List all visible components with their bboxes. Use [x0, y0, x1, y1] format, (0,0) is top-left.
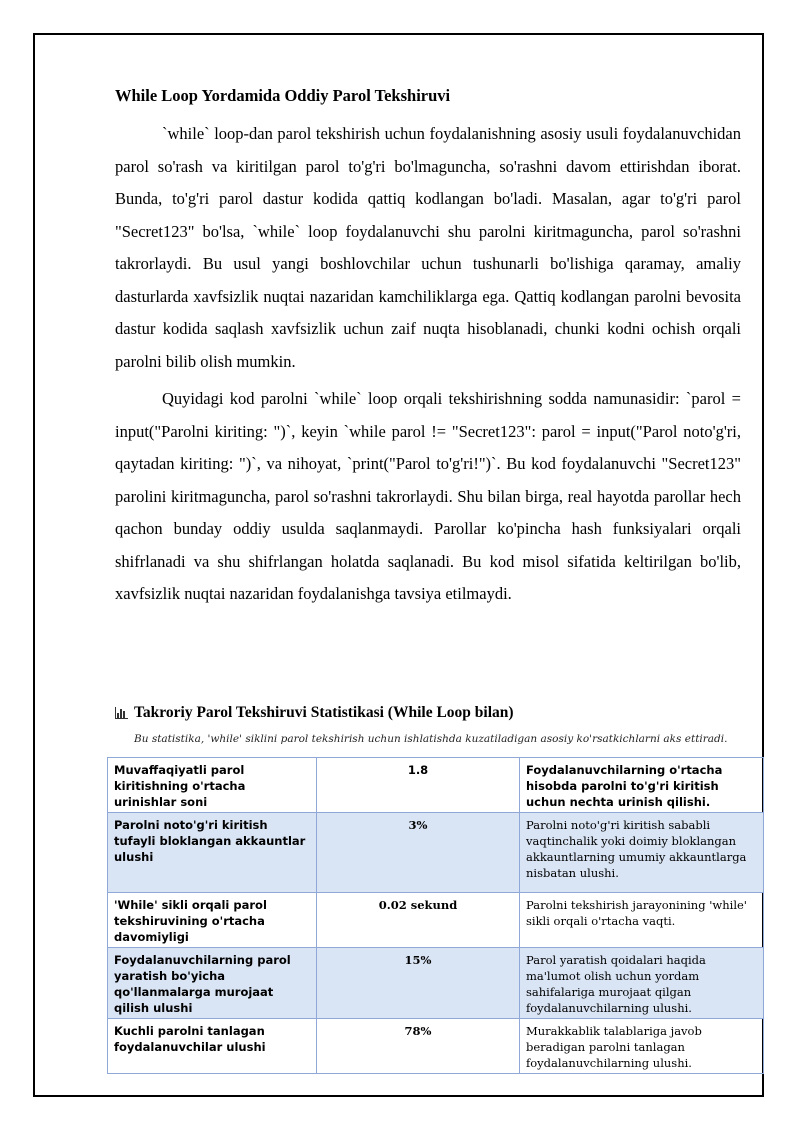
paragraph: `while` loop-dan parol tekshirish uchun foydalanishning asosiy usuli foydalanuvchidan parol so'rash va kiritilgan parol to'g'ri bo'lmaguncha, so'rashni davom ettirishdan iborat. Bunda, to'g'ri parol dastur kodida qattiq kodlangan bo'ladi. Masalan, agar to'g'ri parol "Secret123" bo'lsa, `while` loop foydalanuvchi shu parolni kiritmaguncha, parol so'rashni takrorlaydi. Bu usul yangi boshlovchilar uchun tushunarli bo'lishiga qaramay, amaliy dasturlarda xavfsizlik nuqtai nazaridan kamchiliklarga ega. Qattiq kodlangan parolni bevosita dastur kodida saqlash xavfsizlik uchun zaif nuqta hisoblanadi, chunki kodni ochish orqali parolni bilib olish mumkin.: [115, 124, 741, 371]
note-cell: Foydalanuvchilarning o'rtacha hisobda parolni to'g'ri kiritish uchun nechta urinish qilishi.: [520, 758, 764, 813]
metric-cell: Kuchli parolni tanlagan foydalanuvchilar ulushi: [108, 1019, 317, 1074]
table-row: [108, 948, 764, 1019]
note-cell: Parolni tekshirish jarayonining 'while' sikli orqali o'rtacha vaqti.: [520, 893, 764, 948]
value-cell: 3%: [317, 813, 520, 893]
value-cell: 15%: [317, 948, 520, 1019]
section-heading: While Loop Yordamida Oddiy Parol Tekshiruvi: [115, 86, 451, 105]
value-cell: 0.02 sekund: [317, 893, 520, 948]
metric-cell: Muvaffaqiyatli parol kiritishning o'rtacha urinishlar soni: [108, 758, 317, 813]
note-cell: Parol yaratish qoidalari haqida ma'lumot olish uchun yordam sahifalariga murojaat qilgan foydalanuvchilarning ulushi.: [520, 948, 764, 1019]
note-cell: Murakkablik talablariga javob beradigan parolni tanlagan foydalanuvchilarning ulushi.: [520, 1019, 764, 1074]
table-row: [108, 758, 764, 813]
bar-chart-icon: [115, 707, 128, 719]
metric-cell: 'While' sikli orqali parol tekshiruvining o'rtacha davomiyligi: [108, 893, 317, 948]
table-row: [108, 1019, 764, 1074]
stats-title-text: Takroriy Parol Tekshiruvi Statistikasi (While Loop bilan): [134, 704, 514, 721]
note-cell: Parolni noto'g'ri kiritish sababli vaqtinchalik yoki doimiy bloklangan akkauntlarning umumiy akkauntlarga nisbatan ulushi.: [520, 813, 764, 893]
value-cell: 1.8: [317, 758, 520, 813]
metric-cell: Parolni noto'g'ri kiritish tufayli bloklangan akkauntlar ulushi: [108, 813, 317, 893]
metric-cell: Foydalanuvchilarning parol yaratish bo'yicha qo'llanmalarga murojaat qilish ulushi: [108, 948, 317, 1019]
stats-title: [115, 704, 514, 722]
table-row: [108, 813, 764, 893]
paragraph: Quyidagi kod parolni `while` loop orqali tekshirishning sodda namunasidir: `parol = input("Parolni kiriting: ")`, keyin `while parol != "Secret123": parol = input("Parol noto'g'ri, qaytadan kiriting: ")`, va nihoyat, `print("Parol to'g'ri!")`. Bu kod foydalanuvchi "Secret123" parolini kiritmaguncha, parol so'rashni takrorlaydi. Shu bilan birga, real hayotda parollar hech qachon bunday oddiy usulda saqlanmaydi. Parollar ko'pincha hash funksiyalari orqali shifrlanadi va shu shifrlangan holatda saqlanadi. Bu kod misol sifatida keltirilgan bo'lib, xavfsizlik nuqtai nazaridan foydalanishga tavsiya etilmaydi.: [115, 389, 741, 603]
stats-table: [107, 757, 764, 1074]
table-row: [108, 893, 764, 948]
stats-description: Bu statistika, 'while' siklini parol tekshirish uchun ishlatishda kuzatiladigan asosiy ko'rsatkichlarni aks ettiradi.: [134, 733, 728, 745]
document-body: [115, 86, 741, 616]
value-cell: 78%: [317, 1019, 520, 1074]
